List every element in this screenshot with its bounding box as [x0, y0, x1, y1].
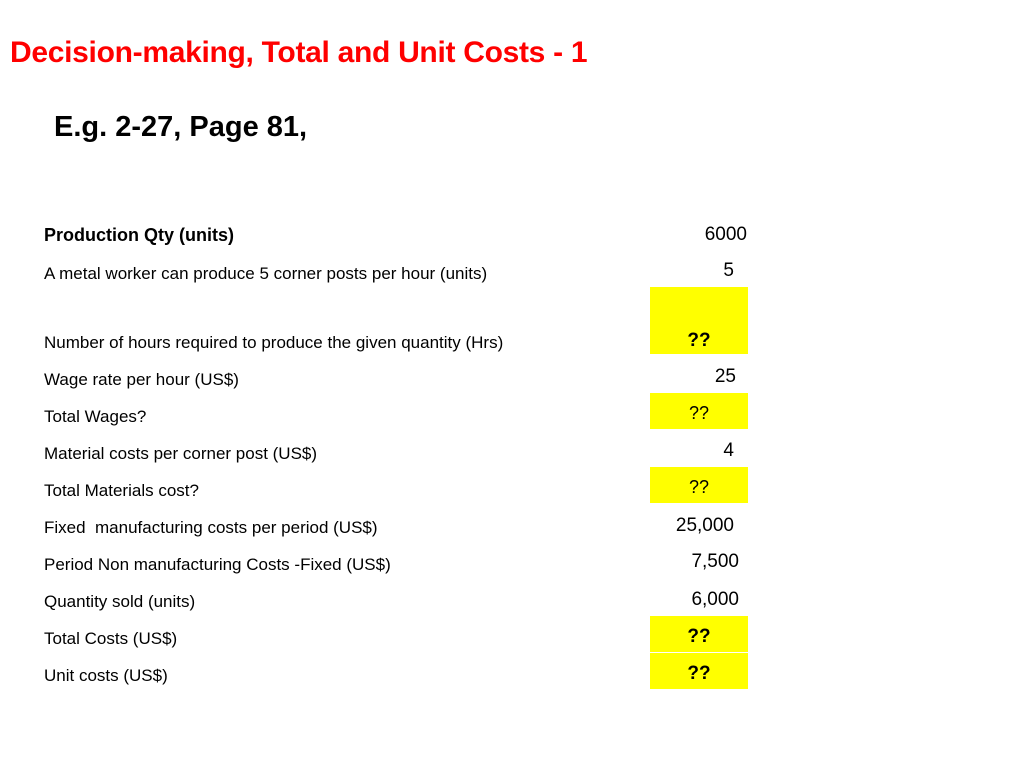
row-value-non-manufacturing: 7,500 [691, 551, 739, 572]
row-label-material-costs: Material costs per corner post (US$) [44, 444, 318, 463]
row-label-hours-required: Number of hours required to produce the given quantity (Hrs) [44, 333, 504, 352]
row-value-production-qty: 6000 [704, 224, 747, 245]
row-value-total-wages: ?? [688, 403, 710, 423]
row-value-posts-per-hour: 5 [723, 260, 734, 281]
row-value-fixed-manufacturing: 25,000 [675, 515, 734, 536]
row-label-production-qty: Production Qty (units) [44, 225, 234, 245]
row-label-posts-per-hour: A metal worker can produce 5 corner posts per hour (units) [44, 264, 488, 283]
row-label-non-manufacturing: Period Non manufacturing Costs -Fixed (US$) [44, 555, 391, 574]
row-value-hours-required: ?? [687, 330, 711, 351]
row-label-unit-costs: Unit costs (US$) [44, 666, 168, 685]
row-label-fixed-manufacturing: Fixed manufacturing costs per period (US$) [44, 518, 378, 537]
row-label-quantity-sold: Quantity sold (units) [44, 592, 196, 611]
row-label-total-materials: Total Materials cost? [44, 481, 199, 500]
row-value-quantity-sold: 6,000 [691, 589, 739, 610]
row-value-total-costs: ?? [687, 626, 711, 647]
slide-subtitle: E.g. 2-27, Page 81, [54, 111, 308, 143]
row-label-wage-rate: Wage rate per hour (US$) [44, 370, 239, 389]
slide-title: Decision-making, Total and Unit Costs - 1 [10, 36, 588, 69]
row-value-total-materials: ?? [688, 477, 710, 497]
row-value-material-costs: 4 [723, 440, 734, 461]
row-label-total-wages: Total Wages? [44, 407, 147, 426]
row-value-unit-costs: ?? [687, 663, 711, 684]
row-label-total-costs: Total Costs (US$) [44, 629, 178, 648]
row-value-wage-rate: 25 [714, 366, 736, 387]
